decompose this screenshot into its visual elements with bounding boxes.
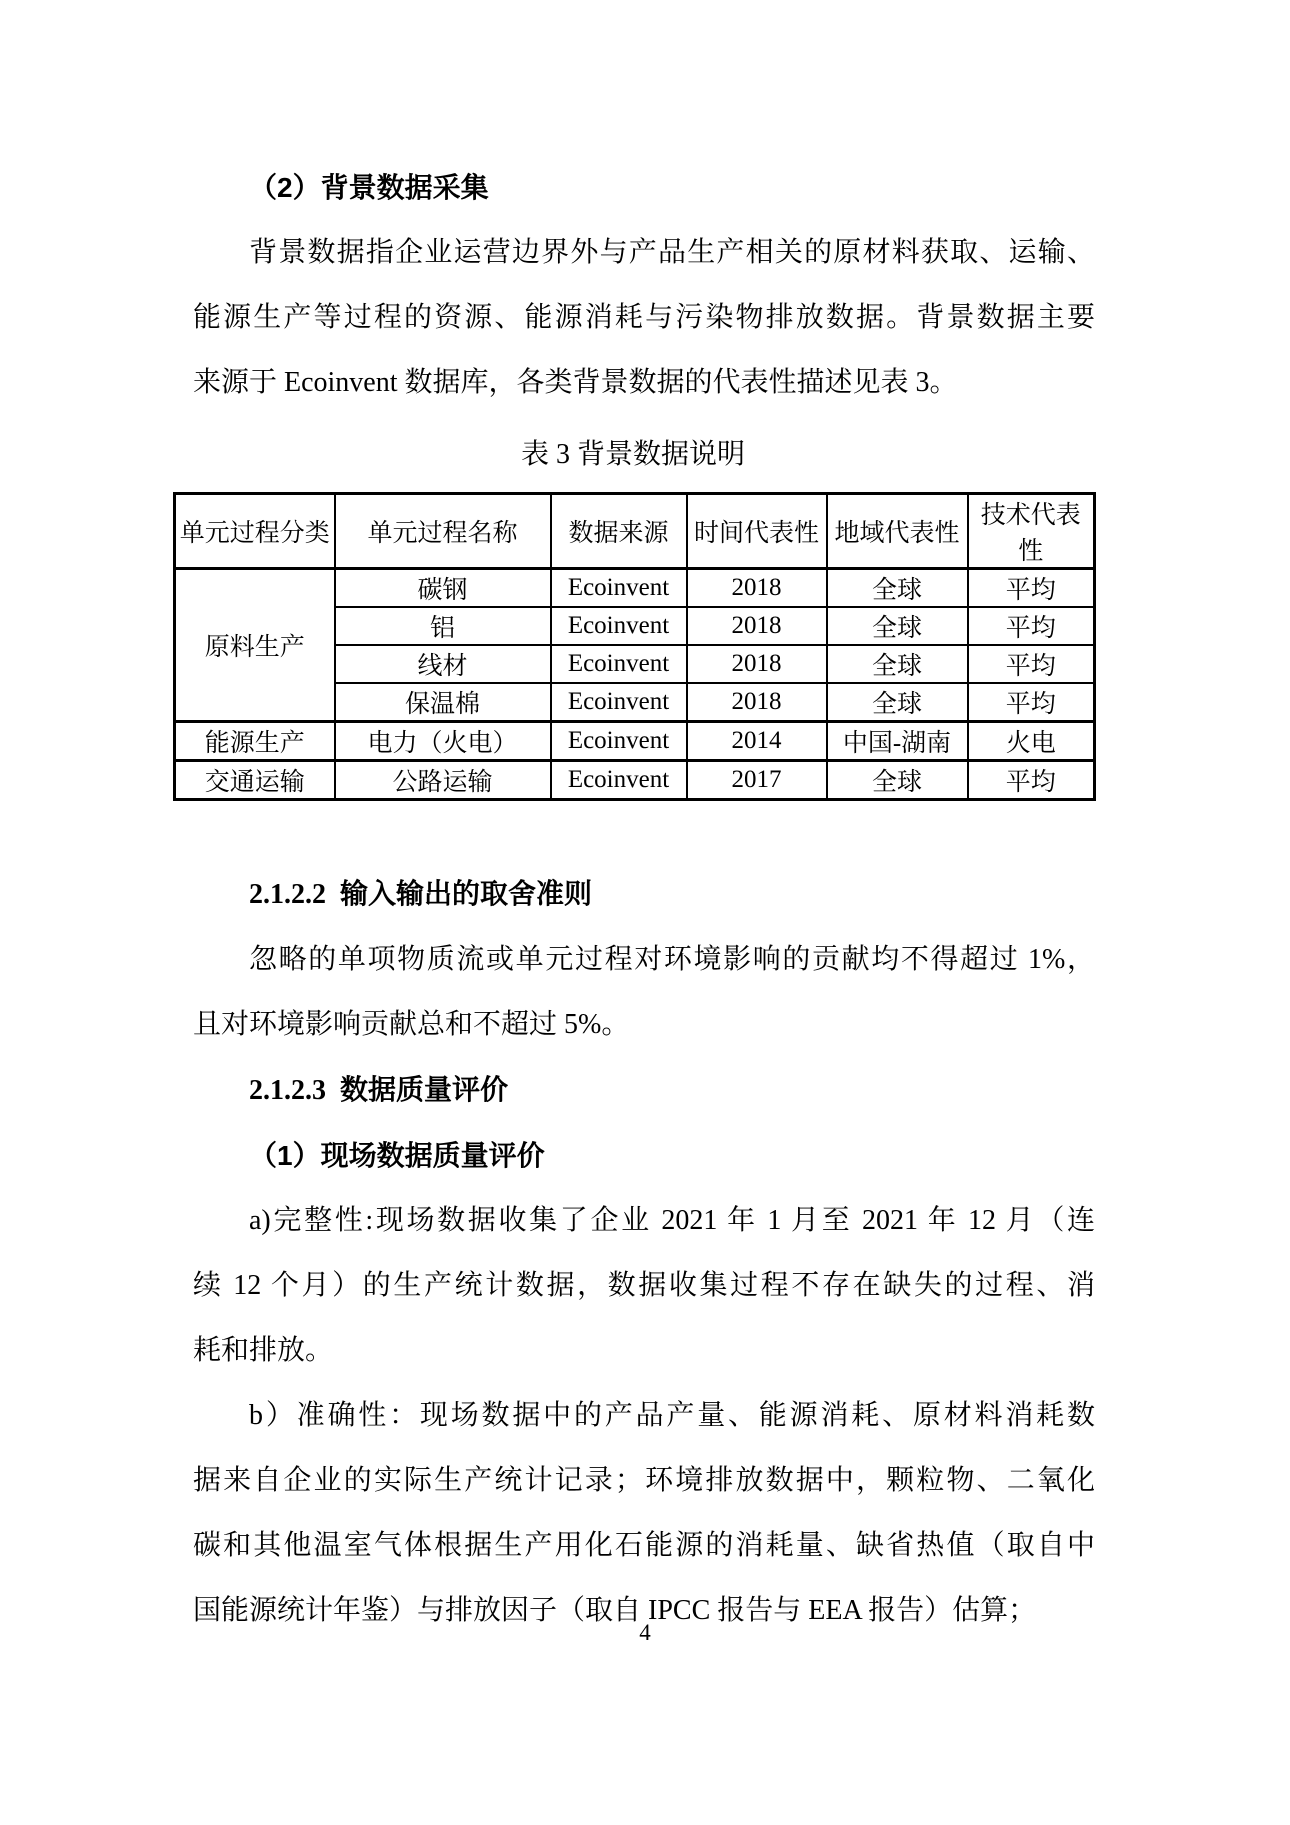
paragraph-line: 来源于 Ecoinvent 数据库，各类背景数据的代表性描述见表 3。 — [193, 367, 958, 398]
cell-time: 2018 — [687, 569, 827, 608]
cell-tech: 平均 — [968, 569, 1095, 608]
paragraph-line: 碳和其他温室气体根据生产用化石能源的消耗量、缺省热值（取自中 — [193, 1530, 1095, 1561]
header-cell-process-name: 单元过程名称 — [335, 494, 551, 569]
cell-name: 铝 — [335, 607, 551, 645]
cell-region: 全球 — [827, 761, 968, 800]
cell-source: Ecoinvent — [551, 607, 687, 645]
cell-source: Ecoinvent — [551, 569, 687, 608]
table-header-row — [175, 494, 1095, 569]
paragraph-line: 续 12 个月）的生产统计数据，数据收集过程不存在缺失的过程、消 — [193, 1270, 1095, 1301]
cell-source: Ecoinvent — [551, 722, 687, 761]
cell-region: 全球 — [827, 569, 968, 608]
header-cell-process-category: 单元过程分类 — [175, 494, 335, 569]
cell-region: 全球 — [827, 645, 968, 683]
paragraph-line: 能源生产等过程的资源、能源消耗与污染物排放数据。背景数据主要 — [193, 302, 1095, 333]
cell-tech: 平均 — [968, 607, 1095, 645]
cell-region: 全球 — [827, 683, 968, 722]
heading-2122-number: 2.1.2.2 — [249, 879, 326, 910]
heading-2122-title: 输入输出的取舍准则 — [340, 878, 593, 909]
cell-time: 2018 — [687, 607, 827, 645]
cell-tech: 平均 — [968, 761, 1095, 800]
page-number: 4 — [639, 1620, 651, 1645]
paragraph-line: 背景数据指企业运营边界外与产品生产相关的原材料获取、运输、 — [249, 237, 1095, 268]
cell-category: 交通运输 — [175, 761, 335, 800]
header-cell-tech-rep: 技术代表性 — [968, 494, 1095, 569]
cell-name: 电力（火电） — [335, 722, 551, 761]
heading-2123-number: 2.1.2.3 — [249, 1075, 326, 1106]
cell-name: 保温棉 — [335, 683, 551, 722]
heading-2123-title: 数据质量评价 — [340, 1074, 509, 1105]
cell-source: Ecoinvent — [551, 645, 687, 683]
table-row — [175, 761, 1095, 800]
page-content — [179, 0, 1095, 1643]
paragraph-line: b）准确性：现场数据中的产品产量、能源消耗、原材料消耗数 — [249, 1400, 1095, 1431]
heading-2123 — [193, 1057, 1095, 1123]
header-cell-data-source: 数据来源 — [551, 494, 687, 569]
paragraph-line: 国能源统计年鉴）与排放因子（取自 IPCC 报告与 EEA 报告）估算； — [193, 1595, 1037, 1626]
table-row — [175, 569, 1095, 608]
cell-tech: 平均 — [968, 645, 1095, 683]
cell-source: Ecoinvent — [551, 683, 687, 722]
cell-tech: 平均 — [968, 683, 1095, 722]
paragraph-line: 且对环境影响贡献总和不超过 5%。 — [193, 1009, 630, 1040]
paragraph-line: 据来自企业的实际生产统计记录；环境排放数据中，颗粒物、二氧化 — [193, 1465, 1095, 1496]
cell-source: Ecoinvent — [551, 761, 687, 800]
table3-background-data — [173, 492, 1096, 801]
cell-time: 2018 — [687, 645, 827, 683]
paragraph-line: 忽略的单项物质流或单元过程对环境影响的贡献均不得超过 1%， — [249, 944, 1095, 975]
cell-region: 中国-湖南 — [827, 722, 968, 761]
paragraph-line: a)完整性:现场数据收集了企业 2021 年 1 月至 2021 年 12 月（连 — [249, 1205, 1095, 1236]
header-cell-region-rep: 地域代表性 — [827, 494, 968, 569]
heading-site-data-quality: （1）现场数据质量评价 — [249, 1140, 545, 1171]
table-row — [175, 722, 1095, 761]
paragraph-line: 耗和排放。 — [193, 1335, 334, 1366]
cell-name: 碳钢 — [335, 569, 551, 608]
cell-name: 公路运输 — [335, 761, 551, 800]
cell-category: 原料生产 — [175, 569, 335, 722]
heading-2122 — [193, 861, 1095, 927]
cell-region: 全球 — [827, 607, 968, 645]
cell-name: 线材 — [335, 645, 551, 683]
table3-block — [173, 422, 1093, 801]
cell-time: 2018 — [687, 683, 827, 722]
cell-time: 2014 — [687, 722, 827, 761]
heading-background-data-collection: （2）背景数据采集 — [249, 172, 489, 203]
table3-caption: 表 3 背景数据说明 — [520, 439, 745, 470]
cell-time: 2017 — [687, 761, 827, 800]
header-cell-time-rep: 时间代表性 — [687, 494, 827, 569]
cell-tech: 火电 — [968, 722, 1095, 761]
cell-category: 能源生产 — [175, 722, 335, 761]
